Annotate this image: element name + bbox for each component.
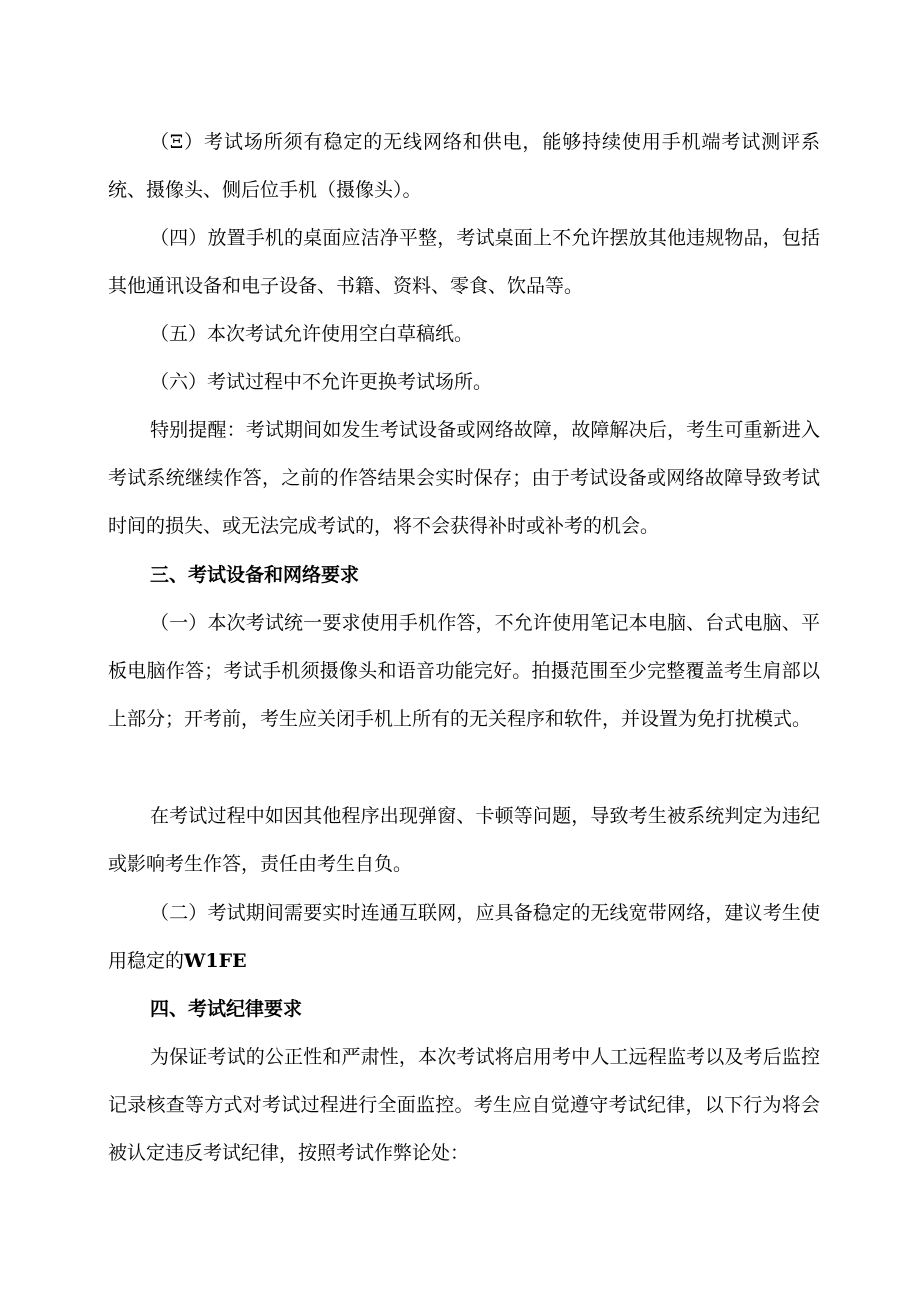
paragraph-no-venue-change: （六）考试过程中不允许更换考试场所。 <box>150 371 493 393</box>
paragraph-monitoring: 为保证考试的公正性和严肃性，本次考试将启用考中人工远程监考以及考后监控记录核查等方式对考试过程进行全面监控。考生应自觉遵守考试纪律，以下行为将会被认定违反考试纪律，按照考试作弊论处： <box>108 1046 820 1164</box>
wifi-term: W1FE <box>184 950 247 972</box>
paragraph-special-reminder: 特别提醒：考试期间如发生考试设备或网络故障，故障解决后，考生可重新进入考试系统继续作答，之前的作答结果会实时保存；由于考试设备或网络故障导致考试时间的损失、或无法完成考试的，将不会获得补时或补考的机会。 <box>108 419 820 537</box>
paragraph-popup-responsibility: 在考试过程中如因其他程序出现弹窗、卡顿等问题，导致考生被系统判定为违纪或影响考生作答，责任由考生自负。 <box>108 805 820 875</box>
section-heading-equipment: 三、考试设备和网络要求 <box>150 564 360 586</box>
paragraph-scratch-paper: （五）本次考试允许使用空白草稿纸。 <box>150 323 474 345</box>
paragraph-venue-network: （Ξ）考试场所须有稳定的无线网络和供电，能够持续使用手机端考试测评系统、摄像头、侧后位手机（摄像头）。 <box>108 131 820 201</box>
paragraph-internet-requirement <box>108 889 820 985</box>
paragraph-internet-text: （二）考试期间需要实时连通互联网，应具备稳定的无线宽带网络，建议考生使用稳定的 <box>108 902 820 972</box>
paragraph-desk-requirements: （四）放置手机的桌面应洁净平整，考试桌面上不允许摆放其他违规物品，包括其他通讯设备和电子设备、书籍、资料、零食、饮品等。 <box>108 227 820 297</box>
section-heading-discipline: 四、考试纪律要求 <box>150 998 303 1020</box>
paragraph-phone-requirements: （一）本次考试统一要求使用手机作答，不允许使用笔记本电脑、台式电脑、平板电脑作答；考试手机须摄像头和语音功能完好。拍摄范围至少完整覆盖考生肩部以上部分；开考前，考生应关闭手机上所有的无关程序和软件，并设置为免打扰模式。 <box>108 612 820 730</box>
